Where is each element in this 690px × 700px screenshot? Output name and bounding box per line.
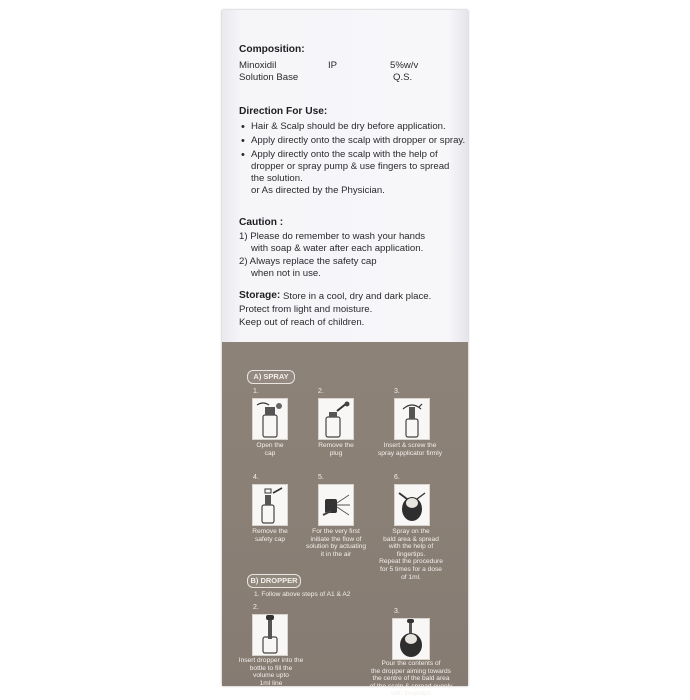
dropper-step-2-caption-line-3: volume upto — [253, 672, 289, 680]
dropper-note: 1. Follow above steps of A1 & A2 — [254, 591, 351, 598]
spray-step-5-caption-line-1: For the very first — [312, 528, 360, 535]
spray-step-3-number: 3. — [394, 388, 400, 395]
spray-step-3-caption-line-1: Insert & screw the — [383, 442, 437, 449]
dropper-step-3-caption-line-4: of the scalp & spread evenly — [369, 682, 453, 690]
direction-3-line-4: or As directed by the Physician. — [251, 185, 385, 196]
dropper-step-3-caption-line-1: Pour the contents of — [381, 660, 441, 667]
spray-applicator-icon — [394, 398, 430, 440]
dropper-scalp-icon — [392, 618, 430, 660]
direction-2: • Apply directly onto the scalp with dropper or spray. — [251, 135, 465, 147]
composition-amount-2: Q.S. — [393, 72, 413, 83]
spray-step-4-caption-line-1: Remove the — [252, 528, 288, 535]
dropper-step-3-caption-line-5: with fingertips — [390, 690, 432, 698]
storage-line-3: Keep out of reach of children. — [239, 317, 365, 328]
composition-name-1: Minoxidil — [239, 60, 277, 71]
spray-step-5-caption — [302, 528, 370, 558]
composition-grade-1: IP — [328, 60, 338, 71]
instructions-panel — [222, 342, 468, 698]
spray-step-5-number: 5. — [318, 474, 324, 481]
storage-line-2: Protect from light and moisture. — [239, 304, 373, 315]
spray-step-6-caption-line-5: Repeat the procedure — [379, 558, 443, 566]
composition-amount-1: 5%w/v — [390, 60, 419, 71]
spray-step-6-caption-line-3: with the help of — [388, 543, 434, 551]
direction-1: • Hair & Scalp should be dry before application. — [251, 121, 446, 133]
dropper-step-2-caption-line-4: 1ml line — [259, 679, 283, 687]
dropper-step-3-caption — [362, 660, 460, 698]
dropper-step-3-number: 3. — [394, 608, 400, 615]
caution-1-line-1: 1) Please do remember to wash your hands — [239, 231, 426, 242]
caution-title: Caution : — [239, 217, 284, 228]
spray-step-1-caption — [244, 442, 296, 457]
dropper-step-2-caption — [232, 657, 310, 687]
spray-step-3-caption — [370, 442, 450, 457]
dropper-label: B) DROPPER — [247, 574, 301, 588]
spray-step-5-caption-line-2: initiate the flow of — [310, 535, 362, 543]
storage-label: Storage: — [239, 290, 281, 301]
directions-title: Direction For Use: — [239, 106, 328, 117]
spray-step-6-caption-line-2: bald area & spread — [383, 535, 439, 543]
safety-cap-icon — [252, 484, 288, 526]
direction-3-line-1: • Apply directly onto the scalp with the help of — [251, 149, 438, 161]
spray-step-6-caption — [370, 528, 452, 581]
dropper-step-2-caption-line-1: Insert dropper into the — [238, 657, 304, 664]
storage-line-1: Store in a cool, dry and dark place. — [283, 291, 432, 302]
caution-2-line-1: 2) Always replace the safety cap — [239, 256, 377, 267]
direction-3-line-3: the solution. — [251, 173, 303, 184]
spray-step-1-caption-line-2: cap — [264, 449, 276, 457]
spray-step-4-caption-line-2: safety cap — [254, 535, 286, 543]
composition-title: Composition: — [239, 44, 305, 55]
spray-step-6-caption-line-4: fingertips. — [396, 550, 426, 558]
composition-name-2: Solution Base — [239, 72, 299, 83]
spray-step-2-caption — [310, 442, 362, 457]
spray-step-3-caption-line-2: spray applicator firmly — [377, 449, 443, 457]
spray-step-4-caption — [244, 528, 296, 543]
spray-step-5-caption-line-4: it in the air — [320, 550, 352, 558]
dropper-step-2-caption-line-2: bottle to fill the — [249, 664, 293, 672]
spray-step-2-number: 2. — [318, 388, 324, 395]
spray-air-icon — [318, 484, 354, 526]
label-text-panel — [222, 10, 468, 340]
spray-step-1-caption-line-1: Open the — [256, 442, 284, 449]
caution-1-line-2: with soap & water after each application. — [251, 243, 424, 254]
product-box — [222, 10, 468, 698]
spray-step-6-caption-line-1: Spray on the — [392, 528, 430, 535]
spray-step-4-number: 4. — [253, 474, 259, 481]
spray-step-6-caption-line-7: of 1ml. — [401, 573, 421, 581]
spray-step-2-caption-line-2: plug — [329, 449, 343, 457]
dropper-fill-icon — [252, 614, 288, 656]
dropper-step-3-caption-line-3: the centre of the bald area — [372, 675, 450, 683]
dropper-step-3-caption-line-2: the dropper aiming towards — [371, 667, 451, 675]
direction-3-line-2: dropper or spray pump & use fingers to spread — [251, 161, 450, 172]
caution-2-line-2: when not in use. — [251, 268, 321, 279]
spray-label: A) SPRAY — [247, 370, 295, 384]
spray-scalp-icon — [394, 484, 430, 526]
spray-step-1-number: 1. — [253, 388, 259, 395]
open-cap-icon — [252, 398, 288, 440]
spray-step-6-caption-line-6: for 5 times for a dose — [380, 565, 442, 573]
spray-step-6-number: 6. — [394, 474, 400, 481]
dropper-step-2-number: 2. — [253, 604, 259, 611]
spray-step-2-caption-line-1: Remove the — [318, 442, 354, 449]
spray-step-5-caption-line-3: solution by actuating — [305, 543, 367, 551]
remove-plug-icon — [318, 398, 354, 440]
